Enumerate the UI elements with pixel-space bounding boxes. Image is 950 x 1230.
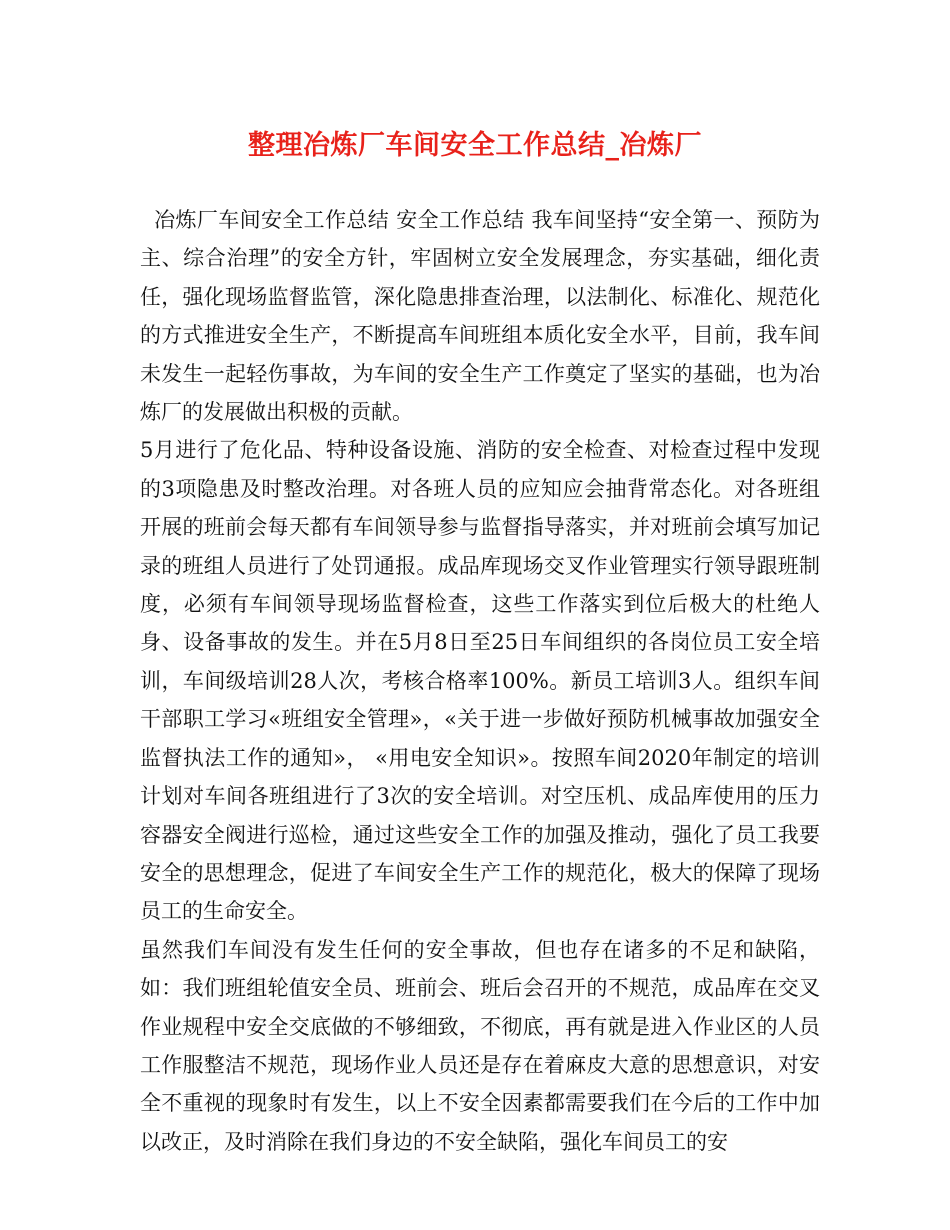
paragraph-shortcomings: 虽然我们车间没有发生任何的安全事故，但也存在诸多的不足和缺陷，如：我们班组轮值安全员、班前会、班后会召开的不规范，成品库在交叉作业规程中安全交底做的不够细致，不彻底，再有就是进入作业区的人员工作服整洁不规范，现场作业人员还是存在着麻皮大意的思想意识，对安全不重视的现象时有发生，以上不安全因素都需要我们在今后的工作中加以改正，及时消除在我们身边的不安全缺陷，强化车间员工的安	[140, 937, 820, 1154]
paragraph-may-activities: 5月进行了危化品、特种设备设施、消防的安全检查、对检查过程中发现的3项隐患及时整改治理。对各班人员的应知应会抽背常态化。对各班组开展的班前会每天都有车间领导参与监督指导落实，并对班前会填写加记录的班组人员进行了处罚通报。成品库现场交叉作业管理实行领导跟班制度，必须有车间领导现场监督检查，这些工作落实到位后极大的杜绝人身、设备事故的发生。并在5月8日至25日车间组织的各岗位员工安全培训，车间级培训28人次，考核合格率100%。新员工培训3人。组织车间干部职工学习«班组安全管理»，«关于进一步做好预防机械事故加强安全监督执法工作的通知»， «用电安全知识»。按照车间2020年制定的培训计划对车间各班组进行了3次的安全培训。对空压机、成品库使用的压力容器安全阀进行巡检，通过这些安全工作的加强及推动，强化了员工我要安全的思想理念，促进了车间安全生产工作的规范化，极大的保障了现场员工的生命安全。	[140, 438, 820, 924]
paragraph-intro: 冶炼厂车间安全工作总结 安全工作总结 我车间坚持“安全第一、预防为主、综合治理”的安全方针，牢固树立安全发展理念，夯实基础，细化责任，强化现场监督监管，深化隐患排查治理，以法制化、标准化、规范化的方式推进安全生产，不断提高车间班组本质化安全水平，目前，我车间未发生一起轻伤事故，为车间的安全生产工作奠定了坚实的基础，也为冶炼厂的发展做出积极的贡献。	[140, 208, 820, 425]
document-title: 整理冶炼厂车间安全工作总结_冶炼厂	[248, 130, 702, 161]
document-body	[140, 201, 820, 1161]
